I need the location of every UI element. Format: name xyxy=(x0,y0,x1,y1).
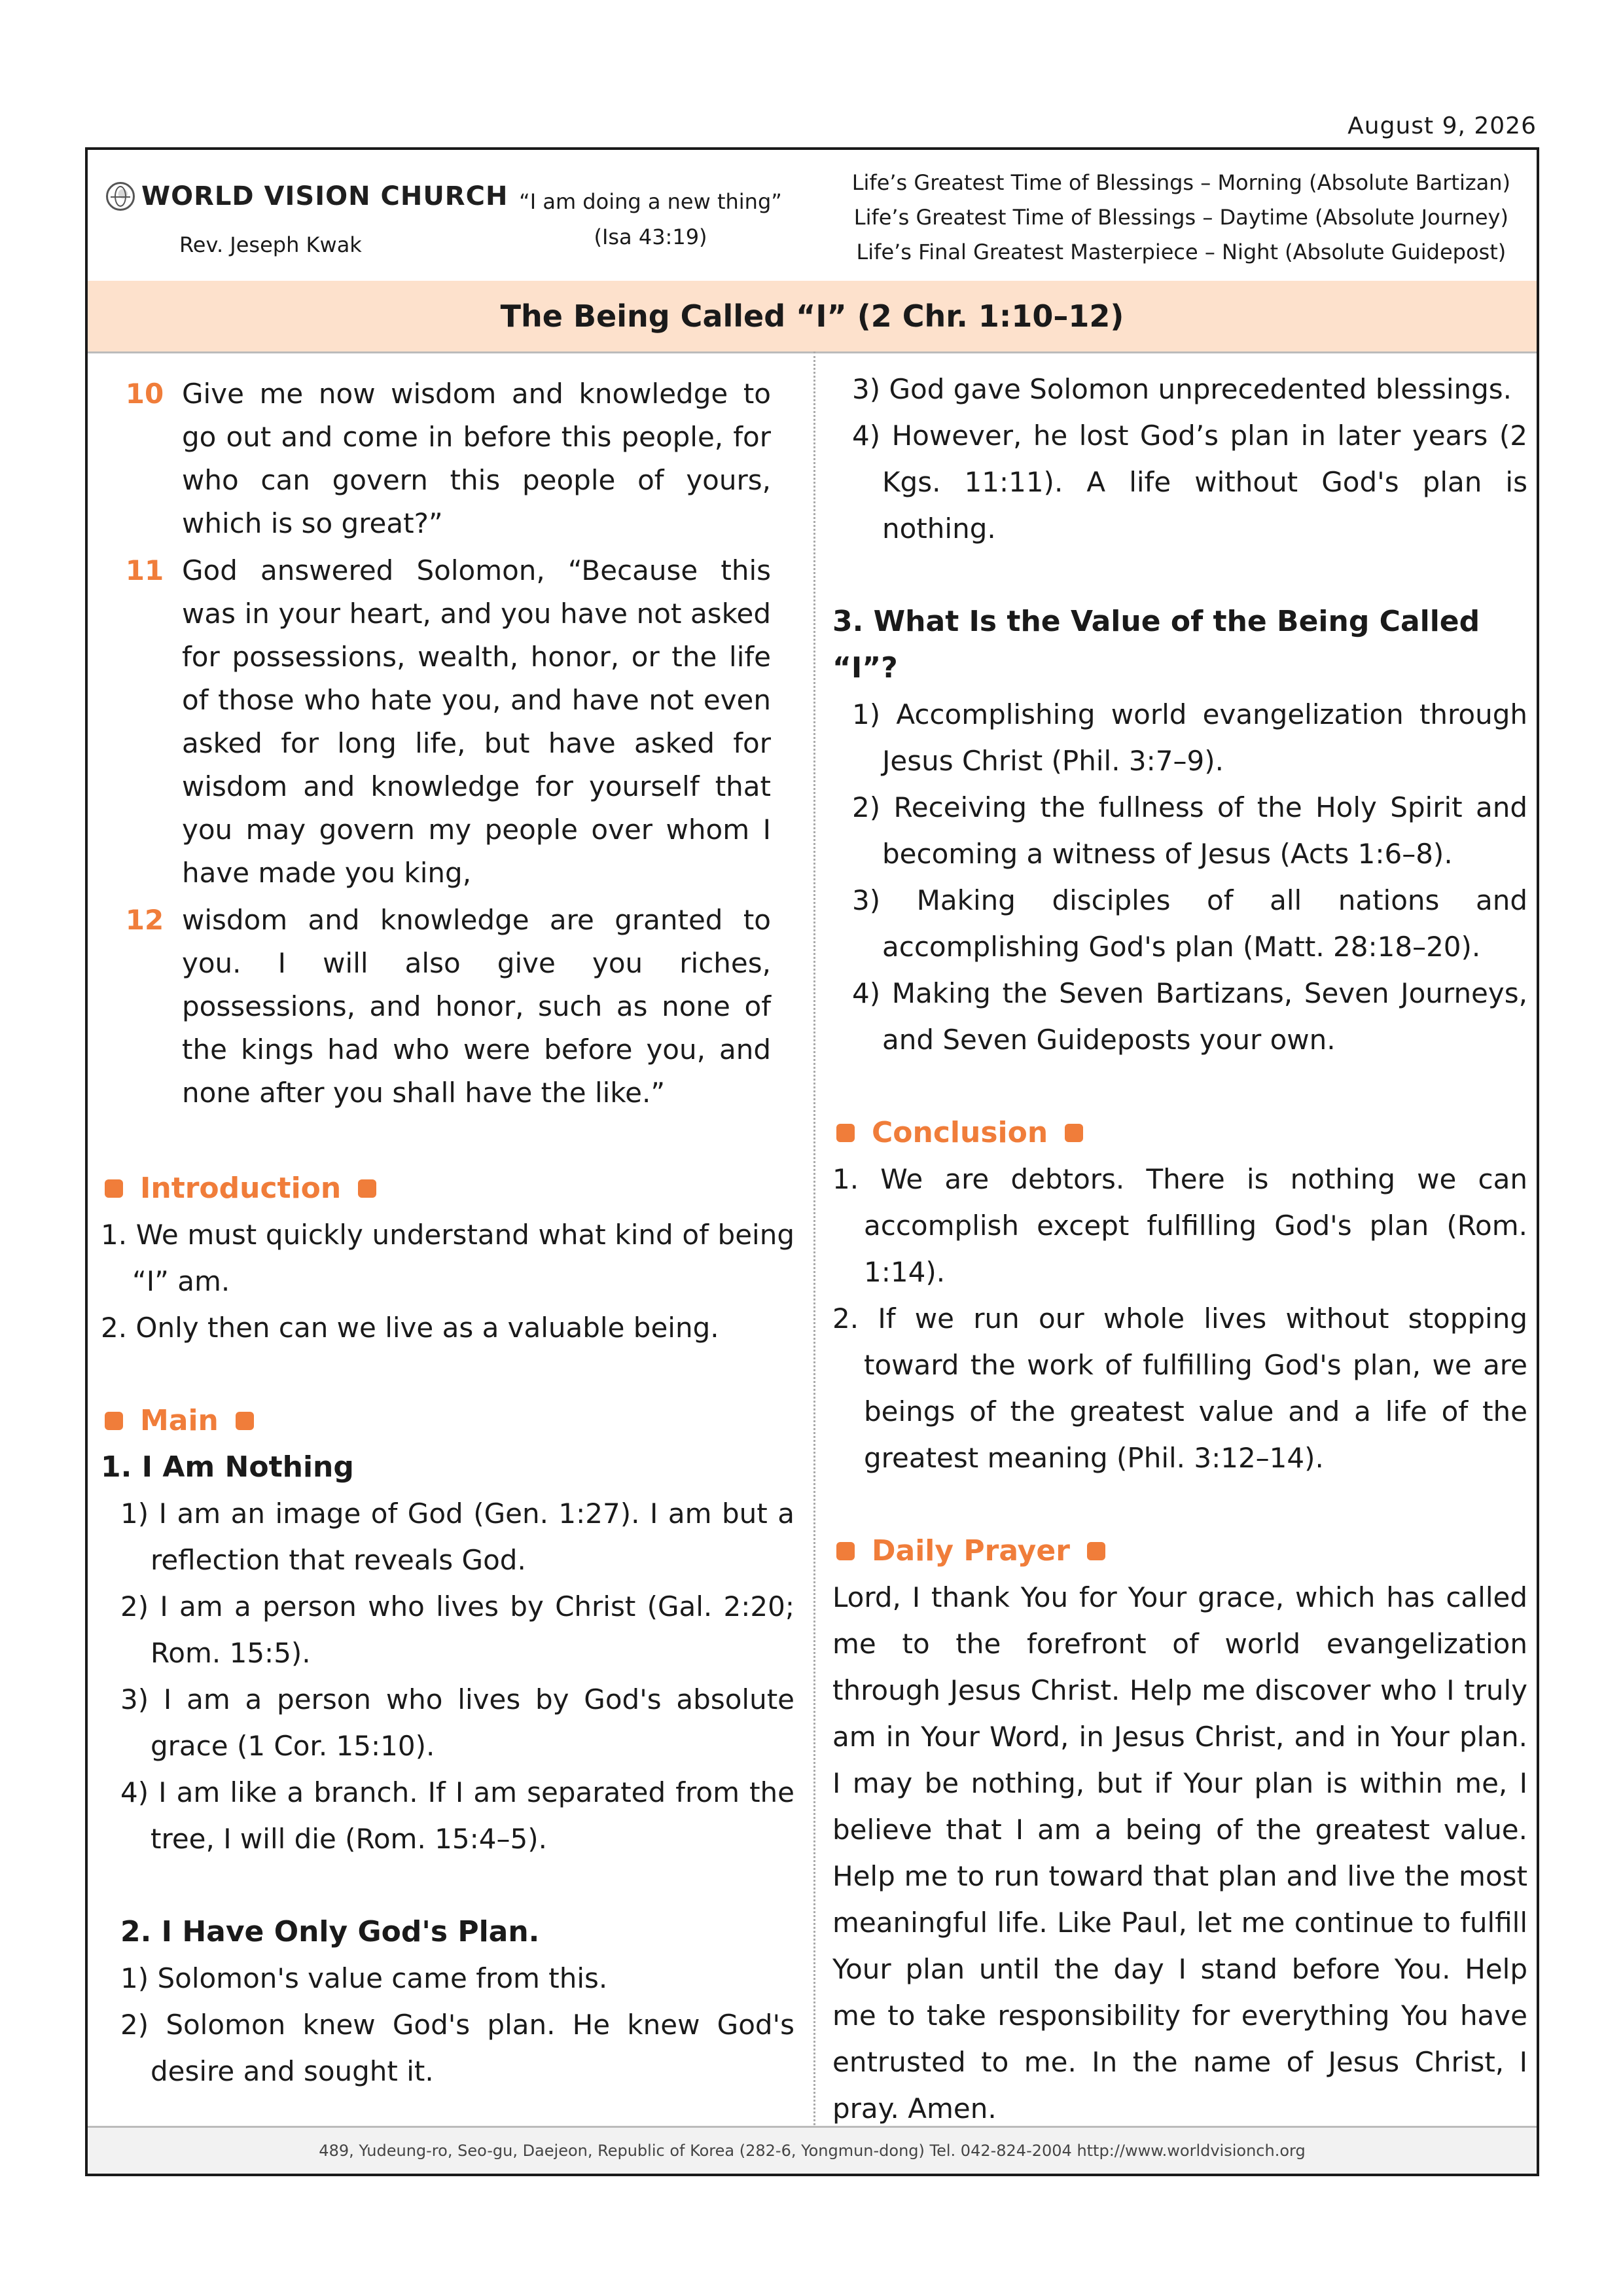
daily-prayer-text: Lord, I thank You for Your grace, which has called me to the forefront of world evangelization through Jesus Christ. Help me discover who I truly am in Your Word, in Jesus Christ, and in Your plan. I may be nothing, but if Your plan is within me, I believe that I am a being of the greatest value. Help me to run toward that plan and live the most meaningful life. Like Paul, let me continue to fulfill Your plan until the day I stand before You. Help me to take responsibility for everything You have entrusted to me. In the name of Jesus Christ, I pray. Amen. xyxy=(832,1581,1527,2125)
main-point-item: 1) Solomon's value came from this. xyxy=(120,1962,608,1994)
main-point-item: 1) I am an image of God (Gen. 1:27). I am but a reflection that reveals God. xyxy=(120,1498,794,1576)
main-point-item: 2) I am a person who lives by Christ (Gal. 2:20; Rom. 15:5). xyxy=(120,1590,794,1669)
verse-number: 10 xyxy=(125,378,164,410)
yearly-themes xyxy=(852,166,1510,270)
main-point-title: 3. What Is the Value of the Being Called “I”? xyxy=(832,605,1480,685)
bullet-square-icon xyxy=(105,1179,123,1198)
bulletin-frame xyxy=(85,147,1539,2176)
main-point-title: 1. I Am Nothing xyxy=(101,1450,354,1484)
main-point-item: 3) Making disciples of all nations and accomplishing God's plan (Matt. 28:18–20). xyxy=(852,884,1527,963)
verse-text: Give me now wisdom and knowledge to go out and come in before this people, for who can govern this people of yours, which is so great?” xyxy=(182,378,771,539)
main-point-title: 2. I Have Only God's Plan. xyxy=(120,1915,540,1948)
bullet-square-icon xyxy=(836,1124,855,1142)
main-heading: Main xyxy=(101,1397,794,1444)
verse-text: God answered Solomon, “Because this was in your heart, and you have not asked for possessions, wealth, honor, or the life of those who hate you, and have not even asked for long life, but have asked for wisdom and knowledge for yourself that you may govern my people over whom I have made you king, xyxy=(182,554,771,889)
bullet-square-icon xyxy=(358,1179,376,1198)
introduction-heading: Introduction xyxy=(101,1165,794,1211)
right-column xyxy=(832,366,1527,2132)
verse-number: 11 xyxy=(125,554,164,586)
daily-prayer-heading: Daily Prayer xyxy=(832,1528,1527,1574)
main-point-item: 2) Solomon knew God's plan. He knew God's desire and sought it. xyxy=(120,2009,794,2087)
verse-number: 12 xyxy=(125,904,164,936)
main-point-item: 4) Making the Seven Bartizans, Seven Journeys, and Seven Guideposts your own. xyxy=(852,977,1527,1056)
church-logo xyxy=(106,181,508,211)
globe-icon xyxy=(106,182,135,211)
left-column xyxy=(101,372,794,2094)
introduction-item: 2. Only then can we live as a valuable being. xyxy=(101,1312,719,1344)
theme-night: Life’s Final Greatest Masterpiece – Night (Absolute Guidepost) xyxy=(856,240,1507,264)
scripture-verse xyxy=(101,549,794,895)
motto-quote: “I am doing a new thing” xyxy=(519,189,782,214)
bullet-square-icon xyxy=(1087,1542,1105,1560)
main-point-item: 3) I am a person who lives by God's absolute grace (1 Cor. 15:10). xyxy=(120,1683,794,1762)
church-address: 489, Yudeung-ro, Seo-gu, Daejeon, Republic of Korea (282-6, Yongmun-dong) Tel. 042-824-2004 http://www.worldvisionch.org xyxy=(319,2142,1306,2160)
theme-morning: Life’s Greatest Time of Blessings – Morning (Absolute Bartizan) xyxy=(851,170,1510,195)
theme-daytime: Life’s Greatest Time of Blessings – Daytime (Absolute Journey) xyxy=(853,205,1508,230)
motto-reference: (Isa 43:19) xyxy=(594,224,707,249)
sermon-title-bar xyxy=(88,281,1537,353)
church-name: WORLD VISION CHURCH xyxy=(141,181,508,211)
bullet-square-icon xyxy=(836,1542,855,1560)
conclusion-item: 2. If we run our whole lives without stopping toward the work of fulfilling God's plan, we are beings of the greatest value and a life of the greatest meaning (Phil. 3:12–14). xyxy=(832,1302,1527,1474)
scripture-verse xyxy=(101,899,794,1115)
main-point-item: 1) Accomplishing world evangelization through Jesus Christ (Phil. 3:7–9). xyxy=(852,698,1527,777)
main-point-item: 2) Receiving the fullness of the Holy Spirit and becoming a witness of Jesus (Acts 1:6–8). xyxy=(852,791,1527,870)
bullet-square-icon xyxy=(236,1412,254,1430)
scripture-verse xyxy=(101,372,794,545)
verse-text: wisdom and knowledge are granted to you. I will also give you riches, possessions, and honor, such as none of the kings had who were before you, and none after you shall have the like.” xyxy=(182,904,771,1109)
main-point-item: 3) God gave Solomon unprecedented blessings. xyxy=(852,373,1512,405)
main-point-item: 4) I am like a branch. If I am separated from the tree, I will die (Rom. 15:4–5). xyxy=(120,1776,794,1855)
pastor-name: Rev. Jeseph Kwak xyxy=(179,232,362,257)
motto xyxy=(493,184,808,255)
conclusion-item: 1. We are debtors. There is nothing we can accomplish except fulfilling God's plan (Rom. 1:14). xyxy=(832,1163,1527,1288)
header xyxy=(88,150,1537,283)
column-divider xyxy=(813,351,815,2133)
sermon-title: The Being Called “I” (2 Chr. 1:10–12) xyxy=(500,298,1124,334)
introduction-item: 1. We must quickly understand what kind of being “I” am. xyxy=(101,1219,794,1297)
conclusion-heading: Conclusion xyxy=(832,1109,1527,1156)
bulletin-date: August 9, 2026 xyxy=(1347,113,1537,139)
main-point-item: 4) However, he lost God’s plan in later years (2 Kgs. 11:11). A life without God's plan is nothing. xyxy=(852,420,1527,545)
bullet-square-icon xyxy=(1065,1124,1083,1142)
bullet-square-icon xyxy=(105,1412,123,1430)
footer xyxy=(88,2126,1537,2174)
